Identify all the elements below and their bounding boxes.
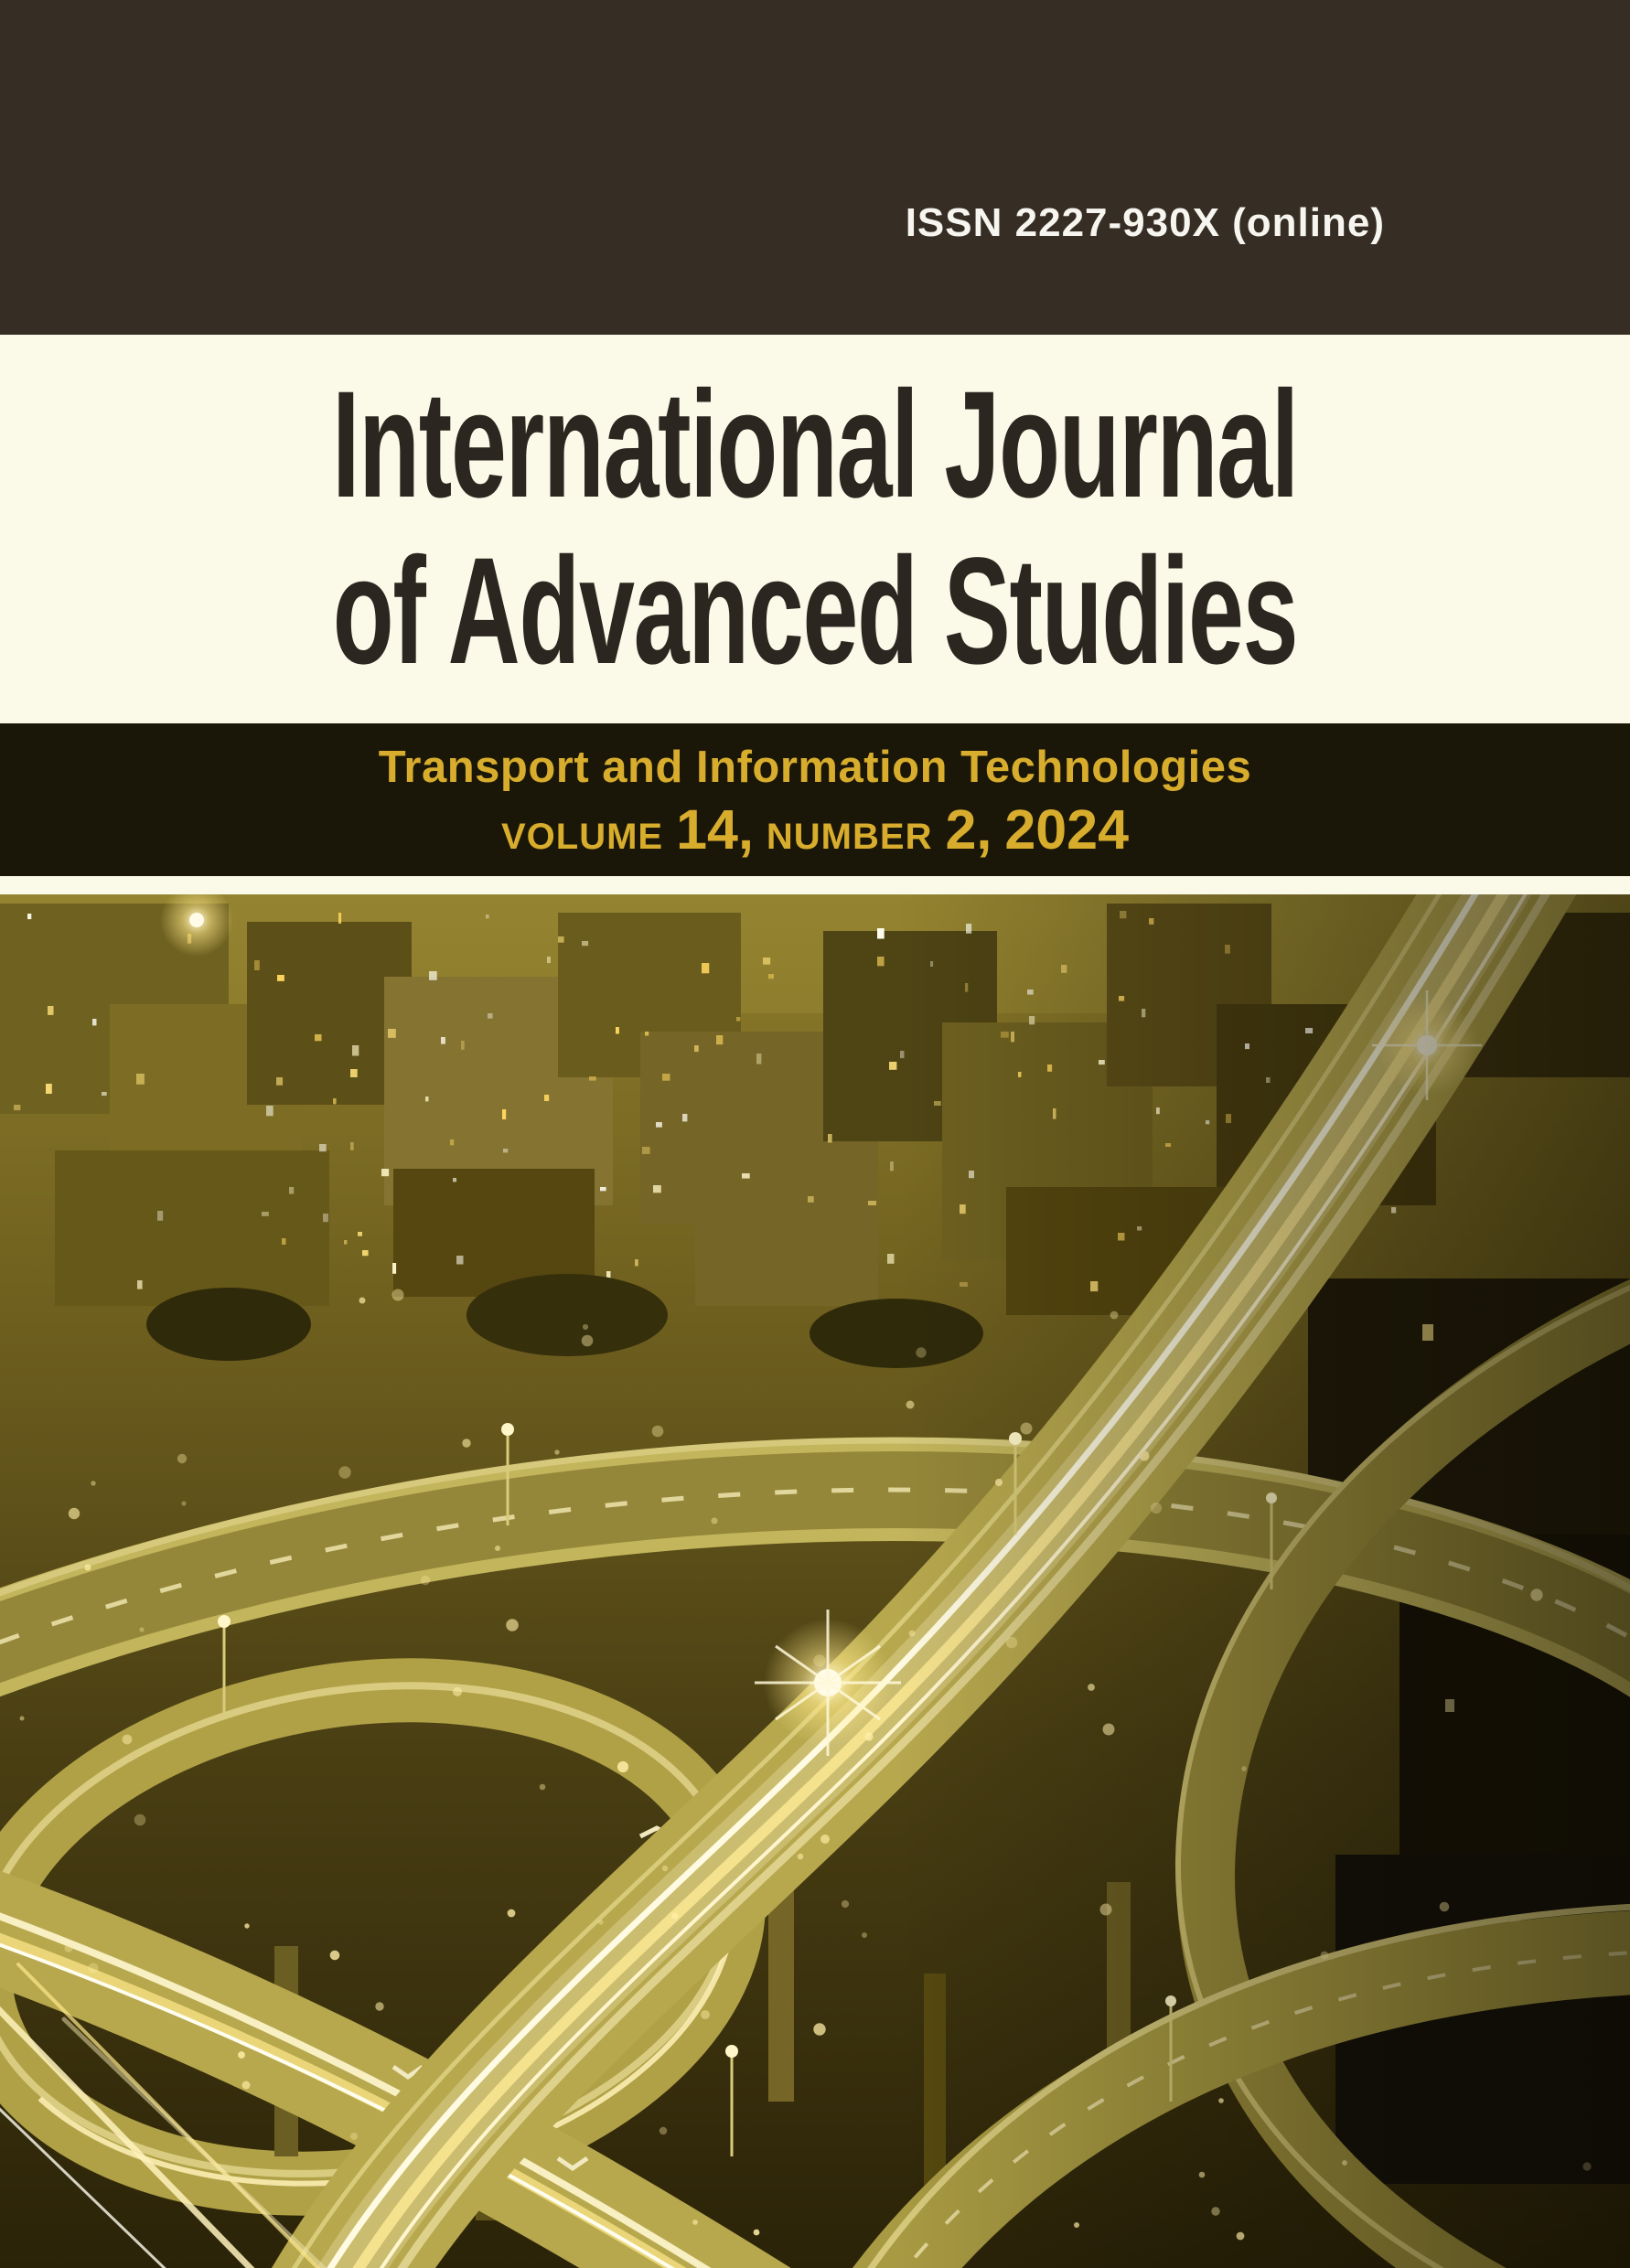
cover-photo-illustration: [0, 894, 1630, 2268]
series-title: Transport and Information Technologies: [378, 742, 1252, 792]
title-line-1: International Journal: [332, 360, 1298, 530]
divider-strip: [0, 876, 1630, 894]
right-vignette: [0, 894, 1630, 2268]
journal-title: [0, 362, 1630, 695]
issn-text: ISSN 2227-930X (online): [905, 200, 1385, 245]
volume-label: VOLUME: [500, 816, 664, 857]
title-line-2: of Advanced Studies: [332, 527, 1298, 696]
top-band: [0, 0, 1630, 335]
volume-number: 14,: [676, 797, 754, 861]
volume-line: [501, 797, 1129, 861]
number-label: NUMBER: [766, 816, 933, 857]
year-text: 2024: [1004, 797, 1130, 861]
subtitle-band: [0, 723, 1630, 876]
title-band: [0, 335, 1630, 723]
issue-number: 2,: [945, 797, 992, 861]
cover-photo: [0, 894, 1630, 2268]
